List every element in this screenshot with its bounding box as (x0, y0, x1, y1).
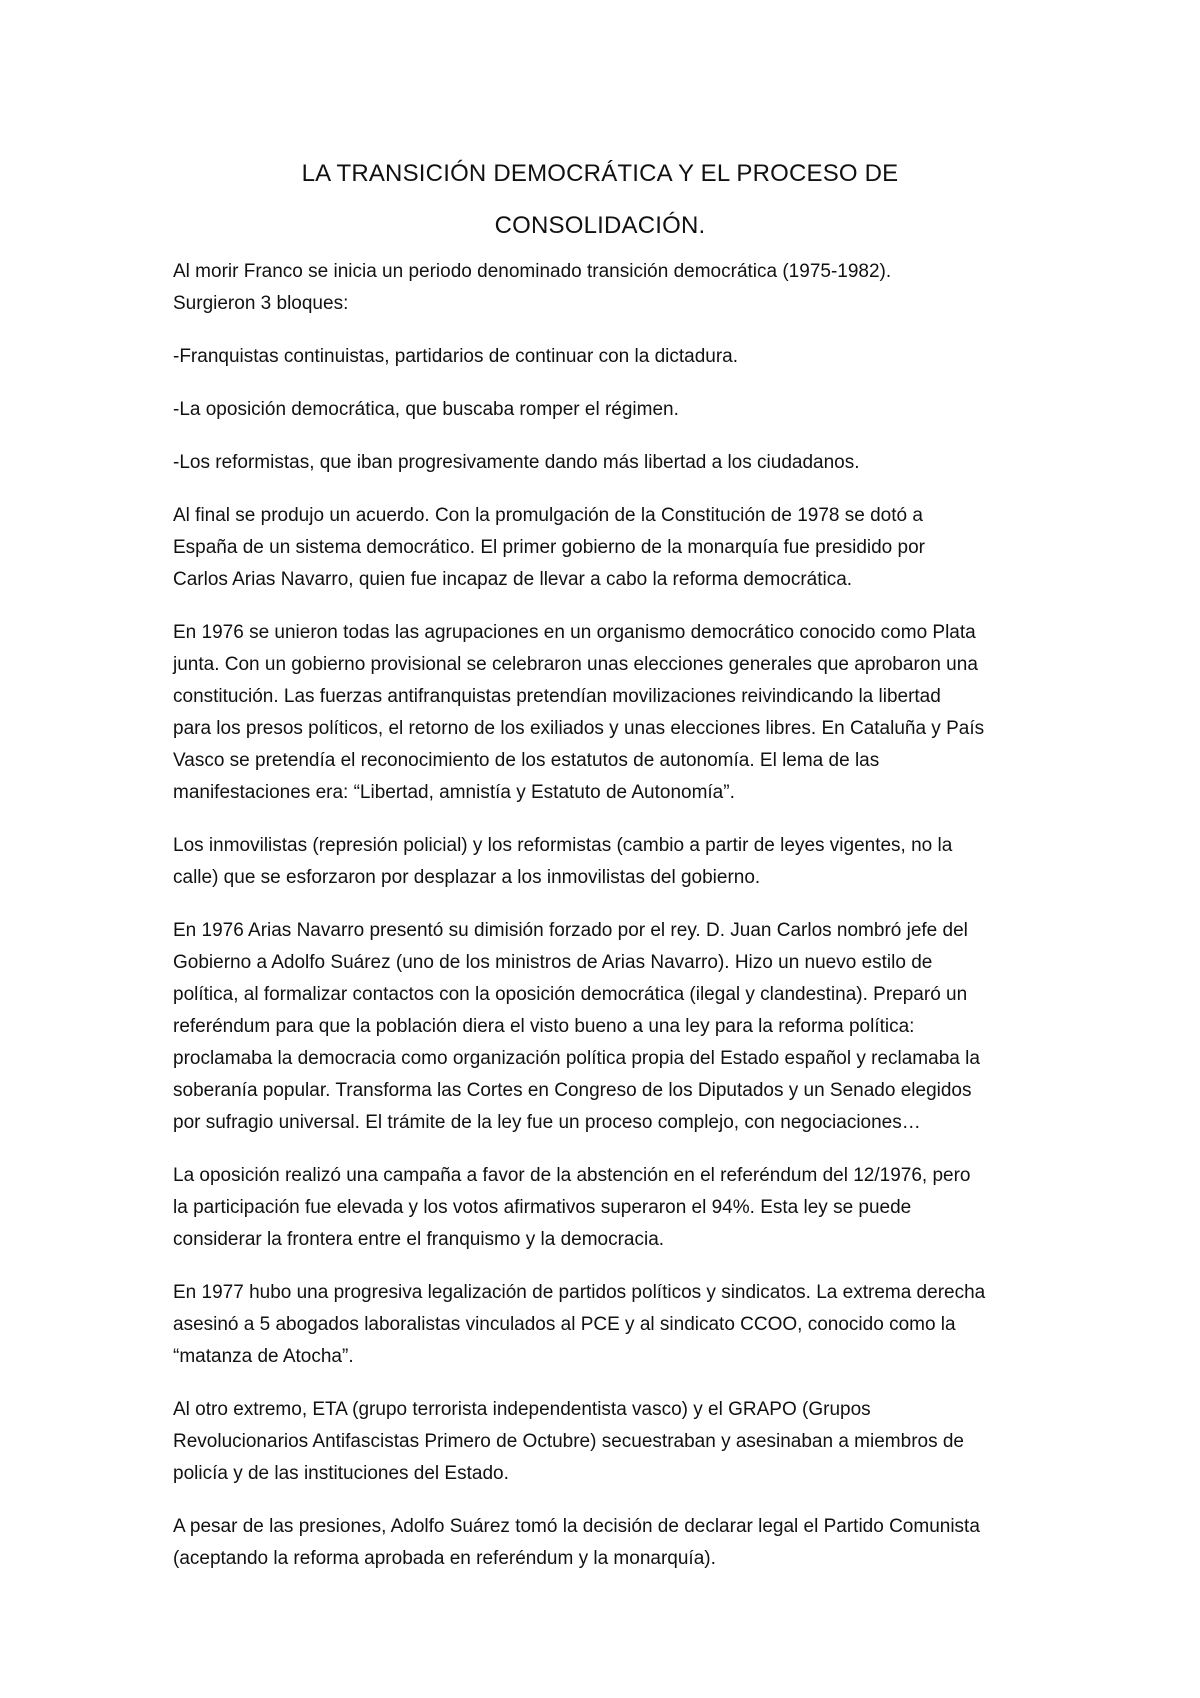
text-line: para los presos políticos, el retorno de los exiliados y unas elecciones libres. En Cataluña y País (173, 718, 985, 739)
text-line: En 1976 se unieron todas las agrupaciones en un organismo democrático conocido como Plata (173, 622, 976, 643)
text-line: En 1977 hubo una progresiva legalización de partidos políticos y sindicatos. La extrema derecha (173, 1282, 986, 1303)
text-line: referéndum para que la población diera el visto bueno a una ley para la reforma política: (173, 1016, 915, 1037)
title-line: CONSOLIDACIÓN. (494, 212, 706, 239)
title-line: LA TRANSICIÓN DEMOCRÁTICA Y EL PROCESO DE (301, 160, 899, 187)
text-line: Surgieron 3 bloques: (173, 293, 349, 314)
paragraph (173, 394, 1053, 426)
text-line: policía y de las instituciones del Estado. (173, 1463, 509, 1484)
paragraph (173, 830, 1053, 894)
text-line: Al morir Franco se inicia un periodo denominado transición democrática (1975-1982). (173, 261, 892, 282)
text-line: soberanía popular. Transforma las Cortes en Congreso de los Diputados y un Senado elegidos (173, 1080, 972, 1101)
document-body (173, 256, 1053, 1596)
paragraph (173, 915, 1053, 1139)
paragraph (173, 256, 1053, 320)
text-line: política, al formalizar contactos con la oposición democrática (ilegal y clandestina). Preparó un (173, 984, 968, 1005)
paragraph (173, 500, 1053, 596)
text-line: La oposición realizó una campaña a favor de la abstención en el referéndum del 12/1976, pero (173, 1165, 971, 1186)
paragraph (173, 447, 1053, 479)
text-line: manifestaciones era: “Libertad, amnistía y Estatuto de Autonomía”. (173, 782, 735, 803)
text-line: la participación fue elevada y los votos afirmativos superaron el 94%. Esta ley se puede (173, 1197, 912, 1218)
text-line: “matanza de Atocha”. (173, 1346, 354, 1367)
text-line: (aceptando la reforma aprobada en referéndum y la monarquía). (173, 1548, 716, 1569)
text-line: -Franquistas continuistas, partidarios de continuar con la dictadura. (173, 346, 739, 367)
text-line: Los inmovilistas (represión policial) y los reformistas (cambio a partir de leyes vigentes, no la (173, 835, 953, 856)
text-line: Carlos Arias Navarro, quien fue incapaz de llevar a cabo la reforma democrática. (173, 569, 853, 590)
text-line: junta. Con un gobierno provisional se celebraron unas elecciones generales que aprobaron una (173, 654, 978, 675)
paragraph (173, 1511, 1053, 1575)
text-line: -La oposición democrática, que buscaba romper el régimen. (173, 399, 679, 420)
text-line: constitución. Las fuerzas antifranquistas pretendían movilizaciones reivindicando la libertad (173, 686, 941, 707)
text-line: España de un sistema democrático. El primer gobierno de la monarquía fue presidido por (173, 537, 925, 558)
text-line: calle) que se esforzaron por desplazar a los inmovilistas del gobierno. (173, 867, 761, 888)
paragraph (173, 1160, 1053, 1256)
document-title (170, 148, 1030, 252)
paragraph (173, 617, 1053, 809)
text-line: Al otro extremo, ETA (grupo terrorista independentista vasco) y el GRAPO (Grupos (173, 1399, 871, 1420)
text-line: asesinó a 5 abogados laboralistas vinculados al PCE y al sindicato CCOO, conocido como la (173, 1314, 956, 1335)
text-line: proclamaba la democracia como organización política propia del Estado español y reclamaba la (173, 1048, 980, 1069)
text-line: considerar la frontera entre el franquismo y la democracia. (173, 1229, 665, 1250)
text-line: Al final se produjo un acuerdo. Con la promulgación de la Constitución de 1978 se dotó a (173, 505, 923, 526)
text-line: por sufragio universal. El trámite de la ley fue un proceso complejo, con negociaciones… (173, 1112, 921, 1133)
text-line: Vasco se pretendía el reconocimiento de los estatutos de autonomía. El lema de las (173, 750, 880, 771)
text-line: Gobierno a Adolfo Suárez (uno de los ministros de Arias Navarro). Hizo un nuevo estilo de (173, 952, 933, 973)
text-line: A pesar de las presiones, Adolfo Suárez tomó la decisión de declarar legal el Partido Comunista (173, 1516, 980, 1537)
paragraph (173, 341, 1053, 373)
text-line: Revolucionarios Antifascistas Primero de Octubre) secuestraban y asesinaban a miembros de (173, 1431, 964, 1452)
paragraph (173, 1277, 1053, 1373)
text-line: En 1976 Arias Navarro presentó su dimisión forzado por el rey. D. Juan Carlos nombró jefe del (173, 920, 968, 941)
text-line: -Los reformistas, que iban progresivamente dando más libertad a los ciudadanos. (173, 452, 860, 473)
paragraph (173, 1394, 1053, 1490)
